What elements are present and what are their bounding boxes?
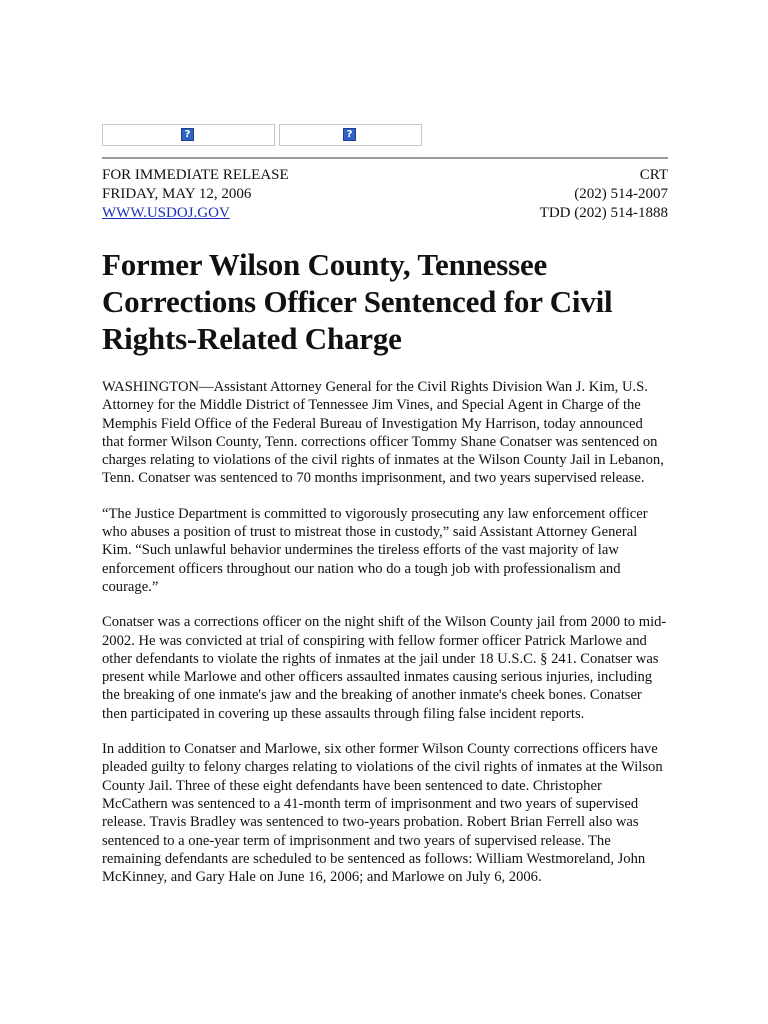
phone-number: (202) 514-2007 <box>574 186 668 202</box>
paragraph: WASHINGTON—Assistant Attorney General for the Civil Rights Division Wan J. Kim, U.S. Attorney for the Middle District of Tennessee Jim Vines, and Special Agent in Charge of the Memphis Field Office of the Federal Bureau of Investigation My Harrison, today announced that former Wilson County, Tenn. corrections officer Tommy Shane Conatser was sentenced on charges relating to violations of the civil rights of inmates at the Wilson County Jail in Lebanon, Tenn. Conatser was sentenced to 70 months imprisonment, and two years supervised release. <box>102 379 664 487</box>
release-row <box>102 204 668 223</box>
division-code: CRT <box>639 167 668 183</box>
paragraph: Conatser was a corrections officer on the night shift of the Wilson County jail from 2000 to mid-2002. He was convicted at trial of conspiring with fellow former officer Patrick Marlowe and other defendants to violate the rights of inmates at the jail under 18 U.S.C. § 241. Conatser was present while Marlowe and other officers assaulted inmates causing serious injuries, including the breaking of one inmate's jaw and the breaking of another inmate's cheek bones. Conatser then participated in covering up these assaults through filing false incident reports. <box>102 614 667 722</box>
paragraph: “The Justice Department is committed to vigorously prosecuting any law enforcement officer who abuses a position of trust to mistreat those in custody,” said Assistant Attorney General Kim. “Such unlawful behavior undermines the tireless efforts of the vast majority of law enforcement officers throughout our nation who do a tough job with professionalism and courage.” <box>102 505 648 595</box>
tdd-number: TDD (202) 514-1888 <box>539 205 668 221</box>
headline: Former Wilson County, Tennessee Corrections Officer Sentenced for Civil Rights-Related Charge <box>102 247 613 356</box>
broken-image-placeholder[interactable] <box>102 124 275 146</box>
question-mark-icon: ? <box>181 128 194 141</box>
broken-image-placeholder[interactable] <box>279 124 422 146</box>
question-mark-icon: ? <box>343 128 356 141</box>
website-link[interactable]: WWW.USDOJ.GOV <box>102 205 230 221</box>
release-row <box>102 166 668 185</box>
article-body <box>102 378 668 903</box>
release-header <box>102 166 668 223</box>
release-row <box>102 185 668 204</box>
release-date: FRIDAY, MAY 12, 2006 <box>102 186 252 202</box>
paragraph: In addition to Conatser and Marlowe, six other former Wilson County corrections officers have pleaded guilty to felony charges relating to violations of the civil rights of inmates at the Wilson County Jail. Three of these eight defendants have been sentenced to date. Christopher McCathern was sentenced to a 41-month term of imprisonment and two years of supervised release. Travis Bradley was sentenced to two-years probation. Robert Brian Ferrell also was sentenced to a one-year term of imprisonment and two years of supervised release. The remaining defendants are scheduled to be sentenced as follows: William Westmoreland, John McKinney, and Gary Hale on June 16, 2006; and Marlowe on July 6, 2006. <box>102 741 663 886</box>
release-label: FOR IMMEDIATE RELEASE <box>102 167 289 183</box>
header-divider <box>102 157 668 159</box>
